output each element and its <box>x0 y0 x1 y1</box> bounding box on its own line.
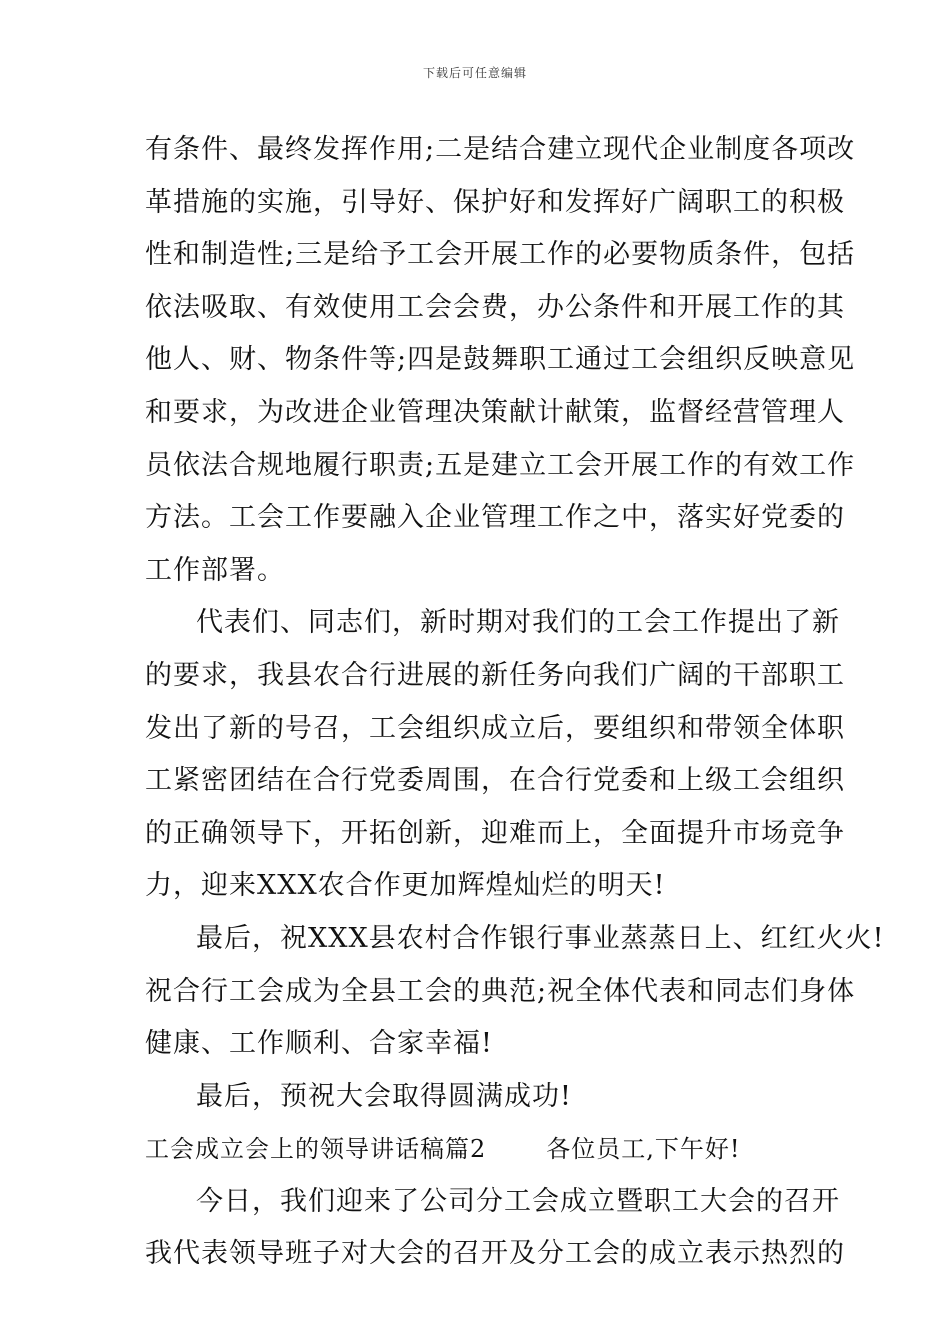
paragraph-line: 的正确领导下，开拓创新，迎难而上，全面提升市场竞争 <box>145 817 845 849</box>
section-heading-line <box>145 1123 810 1176</box>
paragraph-line: 最后，预祝大会取得圆满成功! <box>196 1080 572 1112</box>
paragraph-line: 祝合行工会成为全县工会的典范;祝全体代表和同志们身体 <box>145 975 856 1007</box>
paragraph-line: 员依法合规地履行职责;五是建立工会开展工作的有效工作 <box>145 449 856 481</box>
paragraph-line: 和要求，为改进企业管理决策献计献策，监督经营管理人 <box>145 396 845 428</box>
document-body <box>145 124 885 1281</box>
paragraph-line: 工作部署。 <box>145 554 285 586</box>
paragraph-line: 革措施的实施，引导好、保护好和发挥好广阔职工的积极 <box>145 186 845 218</box>
paragraph-line: 方法。工会工作要融入企业管理工作之中，落实好党委的 <box>145 502 845 534</box>
greeting: 各位员工,下午好! <box>546 1135 741 1164</box>
paragraph-line: 最后，祝XXX县农村合作银行事业蒸蒸日上、红红火火! <box>196 922 885 954</box>
paragraph-line: 今日，我们迎来了公司分工会成立暨职工大会的召开 <box>196 1185 840 1217</box>
paragraph-line: 发出了新的号召，工会组织成立后，要组织和带领全体职 <box>145 712 845 744</box>
paragraph-line: 力，迎来XXX农合作更加辉煌灿烂的明天! <box>145 870 666 902</box>
paragraph-line: 工紧密团结在合行党委周围，在合行党委和上级工会组织 <box>145 765 845 797</box>
paragraph-line: 代表们、同志们，新时期对我们的工会工作提出了新 <box>196 607 840 639</box>
page-header: 下载后可任意编辑 <box>422 66 527 80</box>
paragraph-line: 健康、工作顺利、合家幸福! <box>145 1028 493 1060</box>
section-heading: 工会成立会上的领导讲话稿篇2 <box>145 1135 487 1164</box>
paragraph-line: 性和制造性;三是给予工会开展工作的必要物质条件，包括 <box>145 239 856 271</box>
paragraph-line: 有条件、最终发挥作用;二是结合建立现代企业制度各项改 <box>145 134 856 165</box>
paragraph-line: 依法吸取、有效使用工会会费，办公条件和开展工作的其 <box>145 291 845 323</box>
paragraph-line: 我代表领导班子对大会的召开及分工会的成立表示热烈的 <box>145 1238 845 1270</box>
paragraph-line: 的要求，我县农合行进展的新任务向我们广阔的干部职工 <box>145 659 845 691</box>
paragraph-line: 他人、财、物条件等;四是鼓舞职工通过工会组织反映意见 <box>145 344 856 376</box>
